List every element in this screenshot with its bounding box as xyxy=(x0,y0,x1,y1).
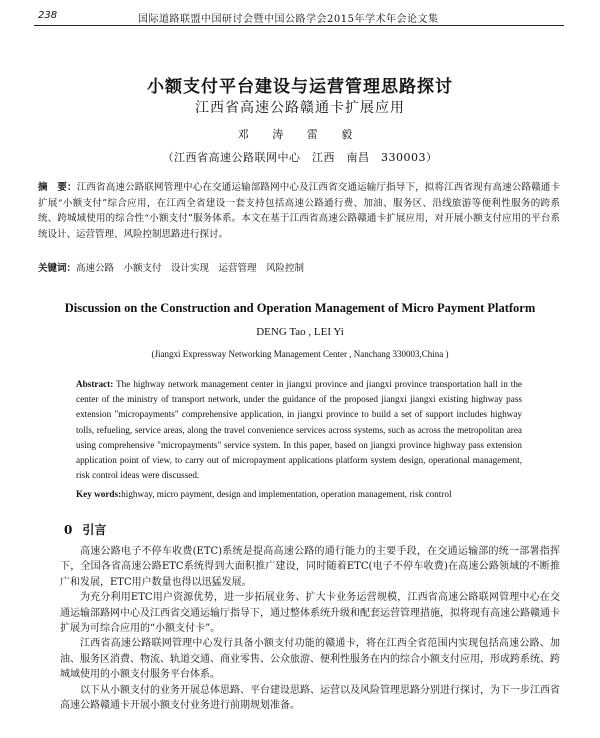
english-keywords xyxy=(76,487,522,501)
body-paragraph: 为充分利用ETC用户资源优势，进一步拓展业务、扩大卡业务运营规模，江西省高速公路联网管理中心在交通运输部路网中心及江西省交通运输厅指导下，通过整体系统升级和配套运营管理措施，拟将现有高速公路赣通卡扩展为可综合应用的“小额支付卡”。 xyxy=(60,592,560,635)
body-paragraph: 江西省高速公路联网管理中心发行具备小额支付功能的赣通卡，将在江西全省范围内实现包括高速公路、加油、服务区消费、物流、轨道交通、商业零售、公众旅游、便利性服务在内的综合小额支付应用，形成跨系统、跨城域使用的小额支付服务平台体系。 xyxy=(60,638,560,681)
chinese-abstract-text: 江西省高速公路联网管理中心在交通运输部路网中心及江西省交通运输厅指导下，拟将江西省现有高速公路赣通卡扩展“小额支付”综合应用，在江西全省建设一套支持包括高速公路通行费、加油、服务区、沿线旅游等便利性服务的跨系统、跨城域使用的综合性“小额支付”服务体系。本文在基于江西省高速公路赣通卡扩展应用，对开展小额支付应用的平台系统设计、运营管理、风险控制思路进行探讨。 xyxy=(38,182,560,240)
english-keywords-text: highway, micro payment, design and implementation, operation management, risk control xyxy=(121,489,452,499)
running-head-text: 国际道路联盟中国研讨会暨中国公路学会2015年学术年会论文集 xyxy=(138,14,439,25)
section-number: 0 xyxy=(64,523,73,537)
english-abstract-label: Abstract: xyxy=(76,379,114,389)
english-title: Discussion on the Construction and Operation Management of Micro Payment Platform xyxy=(64,301,536,315)
body-paragraph: 以下从小额支付的业务开展总体思路、平台建设思路、运营以及风险管理思路分别进行探讨，为下一步江西省高速公路赣通卡开展小额支付业务进行前期规划准备。 xyxy=(60,684,560,712)
chinese-subtitle: 江西省高速公路赣通卡扩展应用 xyxy=(195,100,405,116)
chinese-abstract xyxy=(38,180,560,242)
chinese-affiliation: （江西省高速公路联网中心 江西 南昌 330003） xyxy=(162,151,438,164)
header-rule xyxy=(34,25,564,26)
body-paragraph: 高速公路电子不停车收费(ETC)系统是提高高速公路的通行能力的主要手段，在交通运输部的统一部署指挥下，全国各省高速公路ETC系统得到大面积推广建设，同时随着ETC(电子不停车收费)在高速公路领域的不断推广和发展，ETC用户数量也得以迅猛发展。 xyxy=(60,546,560,588)
english-abstract xyxy=(76,377,522,483)
chinese-keywords xyxy=(38,262,560,276)
english-abstract-text: The highway network management center in jiangxi province and jiangxi province transportation hall in the center of the ministry of transport network, under the guidance of the proposed jiangxi jiangxi existing highway pass extension "micropayments" comprehensive application, in jiangxi province to build a set of support includes highway tolls, refueling, service areas, along the travel convenience services across systems, such as across the metropolitan area using comprehensive "micropayments" service system. In this paper, based on jiangxi province highway pass extension application point of view, to carry out of micropayment applications platform system design, operational management, risk control ideas were discussed. xyxy=(76,379,522,481)
running-head xyxy=(38,10,560,26)
english-authors: DENG Tao , LEI Yi xyxy=(256,326,344,338)
body-text xyxy=(60,544,560,713)
section-title: 引言 xyxy=(82,523,107,537)
section-heading xyxy=(64,521,106,538)
english-keywords-label: Key words: xyxy=(76,489,122,499)
chinese-keywords-text: 高速公路 小额支付 设计实现 运营管理 风险控制 xyxy=(76,263,305,274)
chinese-title: 小额支付平台建设与运营管理思路探讨 xyxy=(147,77,453,97)
english-affiliation: (Jiangxi Expressway Networking Management Center , Nanchang 330003,China ) xyxy=(151,349,449,359)
chinese-authors: 邓 涛 雷 毅 xyxy=(237,128,363,141)
chinese-keywords-label: 关键词： xyxy=(38,263,77,274)
chinese-abstract-label: 摘 要： xyxy=(38,182,77,193)
page-number: 238 xyxy=(38,10,58,21)
